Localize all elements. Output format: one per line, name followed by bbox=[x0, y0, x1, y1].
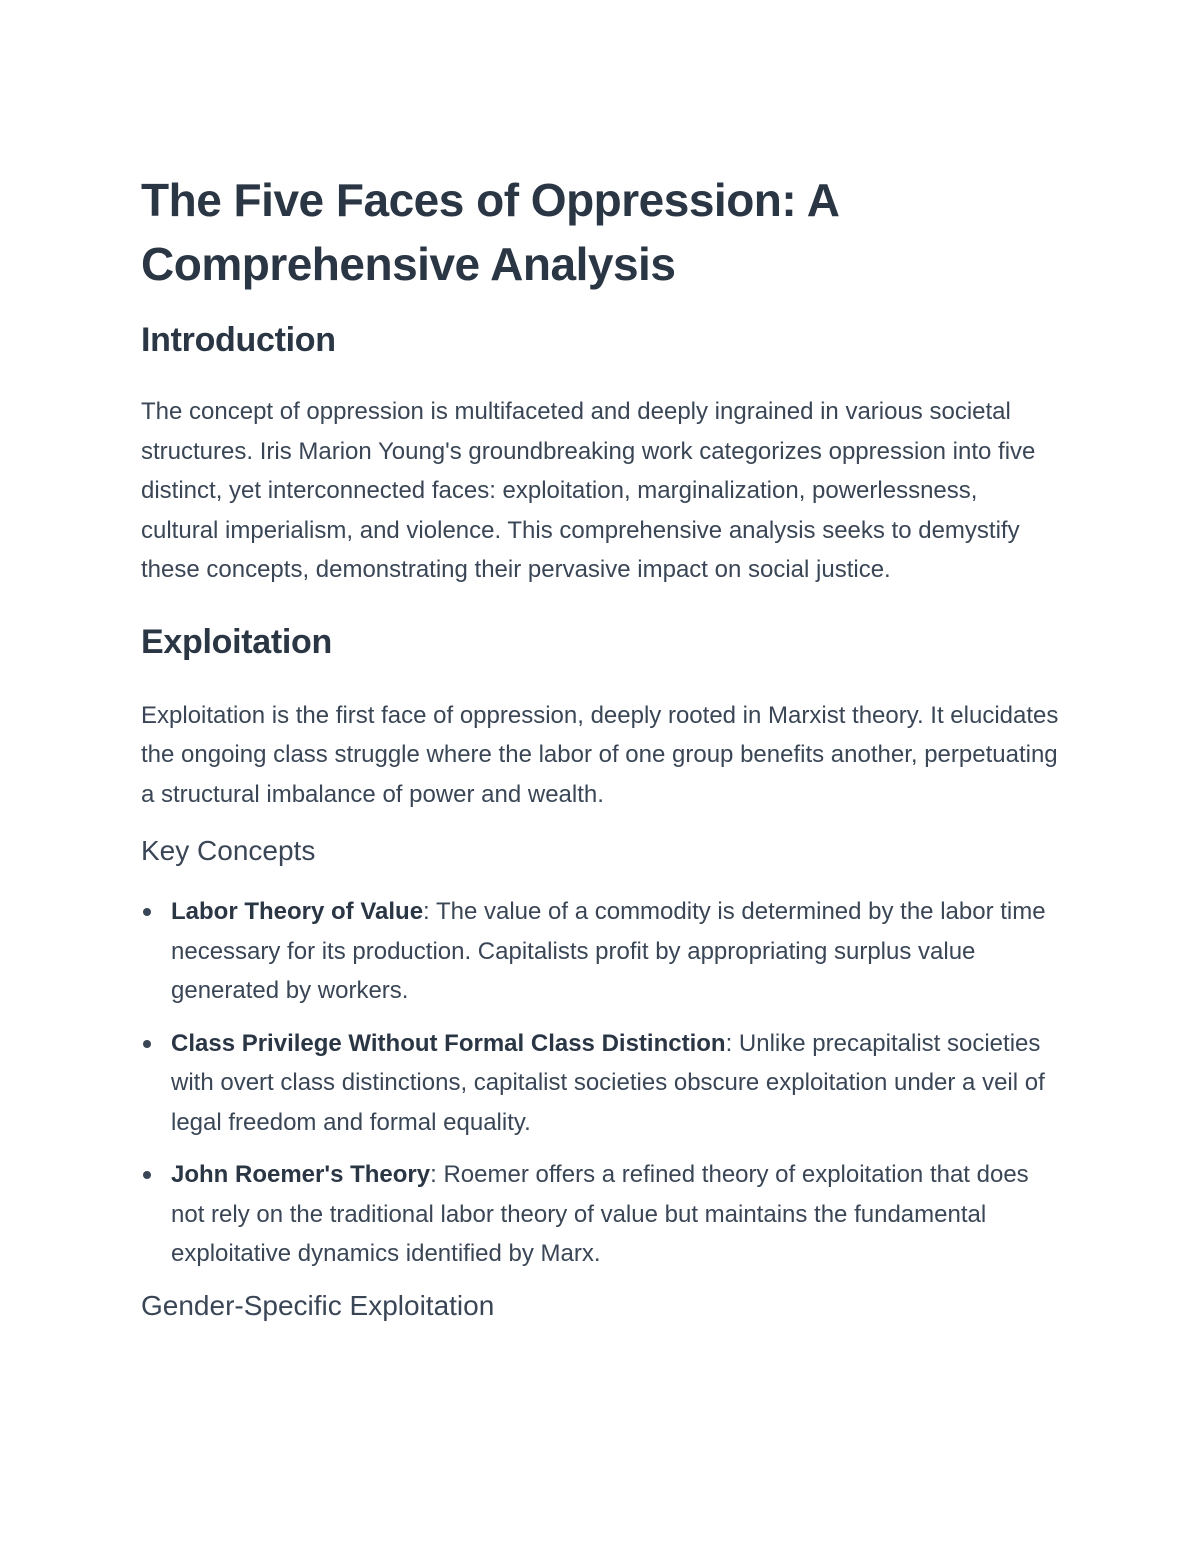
list-item-text: : Unlike precapitalist societies with overt class distinctions, capitalist societies obscure exploitation under a veil of legal freedom and formal equality. bbox=[171, 1029, 1045, 1136]
list-item-term: Class Privilege Without Formal Class Distinction bbox=[171, 1029, 726, 1057]
list-item-text: : Roemer offers a refined theory of exploitation that does not rely on the traditional labor theory of value but maintains the fundamental exploitative dynamics identified by Marx. bbox=[171, 1161, 1029, 1267]
section-heading-exploitation: Exploitation bbox=[141, 622, 332, 661]
bullet-icon bbox=[143, 1040, 151, 1048]
bullet-icon bbox=[143, 1171, 151, 1179]
list-item bbox=[141, 1155, 1061, 1274]
key-concepts-list bbox=[141, 892, 1061, 1274]
list-item bbox=[141, 1024, 1061, 1143]
section-heading-introduction: Introduction bbox=[141, 321, 336, 359]
document-page bbox=[141, 168, 1061, 1325]
list-item-term: Labor Theory of Value bbox=[171, 898, 424, 925]
exploitation-paragraph: Exploitation is the first face of oppression, deeply rooted in Marxist theory. It elucidates the ongoing class struggle where the labor of one group benefits another, perpetuating a structural imbalance of power and wealth. bbox=[141, 701, 1059, 808]
subheading-gender-specific-exploitation: Gender-Specific Exploitation bbox=[141, 1289, 495, 1321]
list-item-text: : The value of a commodity is determined by the labor time necessary for its production. Capitalists profit by appropriating surplus value generated by workers. bbox=[171, 898, 1046, 1004]
bullet-icon bbox=[143, 908, 151, 916]
page-title: The Five Faces of Oppression: A Comprehensive Analysis bbox=[141, 174, 838, 290]
subheading-key-concepts: Key Concepts bbox=[141, 835, 316, 866]
introduction-paragraph: The concept of oppression is multifaceted and deeply ingrained in various societal structures. Iris Marion Young's groundbreaking work categorizes oppression into five distinct, yet interconnected faces: exploitation, marginalization, powerlessness, cultural imperialism, and violence. This comprehensive analysis seeks to demystify these concepts, demonstrating their pervasive impact on social justice. bbox=[141, 398, 1036, 583]
list-item-term: John Roemer's Theory bbox=[171, 1161, 431, 1188]
list-item bbox=[141, 892, 1061, 1011]
